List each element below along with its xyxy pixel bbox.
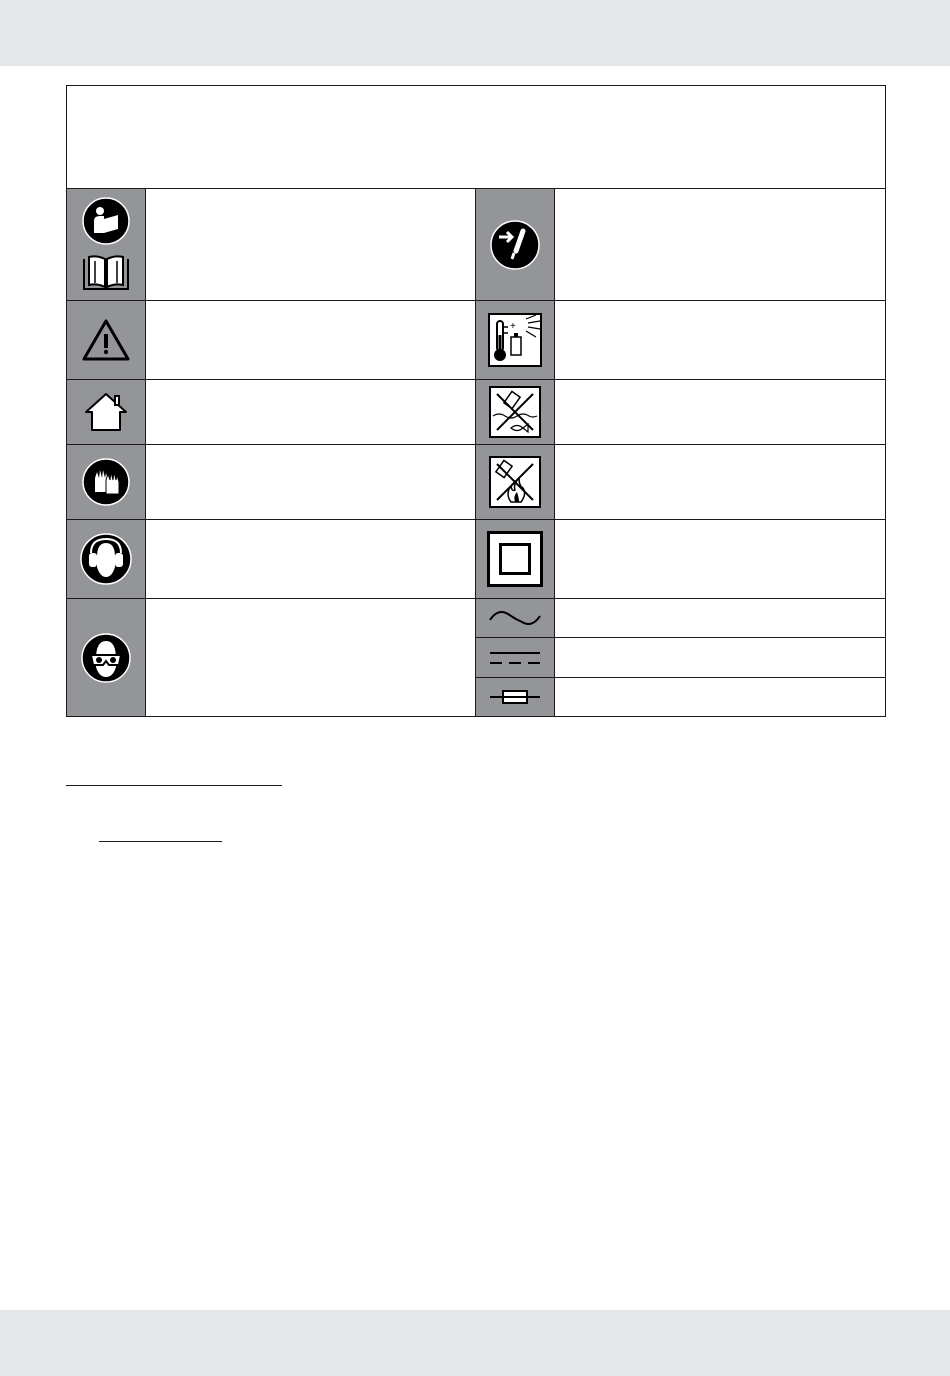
cell-gloves [67, 445, 145, 519]
temperature-sunlight-icon [488, 313, 542, 367]
alternating-current-icon [488, 608, 542, 628]
cell-protection-class [476, 520, 554, 598]
warning-triangle-icon [81, 318, 131, 362]
divider [476, 677, 885, 678]
protection-class-ii-icon [487, 531, 543, 587]
divider [67, 300, 885, 301]
cell-water [476, 380, 554, 444]
cell-eye-protection [67, 599, 145, 716]
eye-protection-icon [81, 633, 131, 683]
divider [67, 519, 885, 520]
fuse-icon [488, 689, 542, 705]
read-manual-icon [82, 197, 130, 245]
divider [67, 598, 885, 599]
cell-temperature [476, 301, 554, 379]
page-top-band [0, 0, 950, 66]
cell-read-manual [67, 189, 145, 300]
no-fire-icon [489, 456, 541, 508]
cell-fire [476, 445, 554, 519]
disconnect-plug-icon [490, 220, 540, 270]
text-cell-disconnect [555, 189, 885, 300]
divider [67, 379, 885, 380]
ear-protection-icon [80, 533, 132, 585]
wear-gloves-icon [82, 458, 130, 506]
divider [476, 637, 885, 638]
heading-underline [66, 785, 282, 786]
cell-dc [476, 638, 554, 677]
cell-warning [67, 301, 145, 379]
cell-ac [476, 599, 554, 637]
subheading-underline [99, 841, 222, 842]
table-header [67, 86, 885, 189]
cell-disconnect [476, 189, 554, 300]
svg-text:+: + [510, 321, 516, 332]
divider [67, 444, 885, 445]
page-bottom-band [0, 1310, 950, 1376]
cell-fuse [476, 678, 554, 716]
indoor-use-house-icon [82, 392, 130, 432]
no-water-disposal-icon [489, 386, 541, 438]
direct-current-icon [488, 648, 542, 668]
cell-ear-protection [67, 520, 145, 598]
symbols-table [66, 85, 886, 717]
manual-book-icon [81, 253, 131, 293]
text-cell-read-manual [146, 189, 475, 300]
cell-indoor [67, 380, 145, 444]
divider [145, 189, 146, 716]
